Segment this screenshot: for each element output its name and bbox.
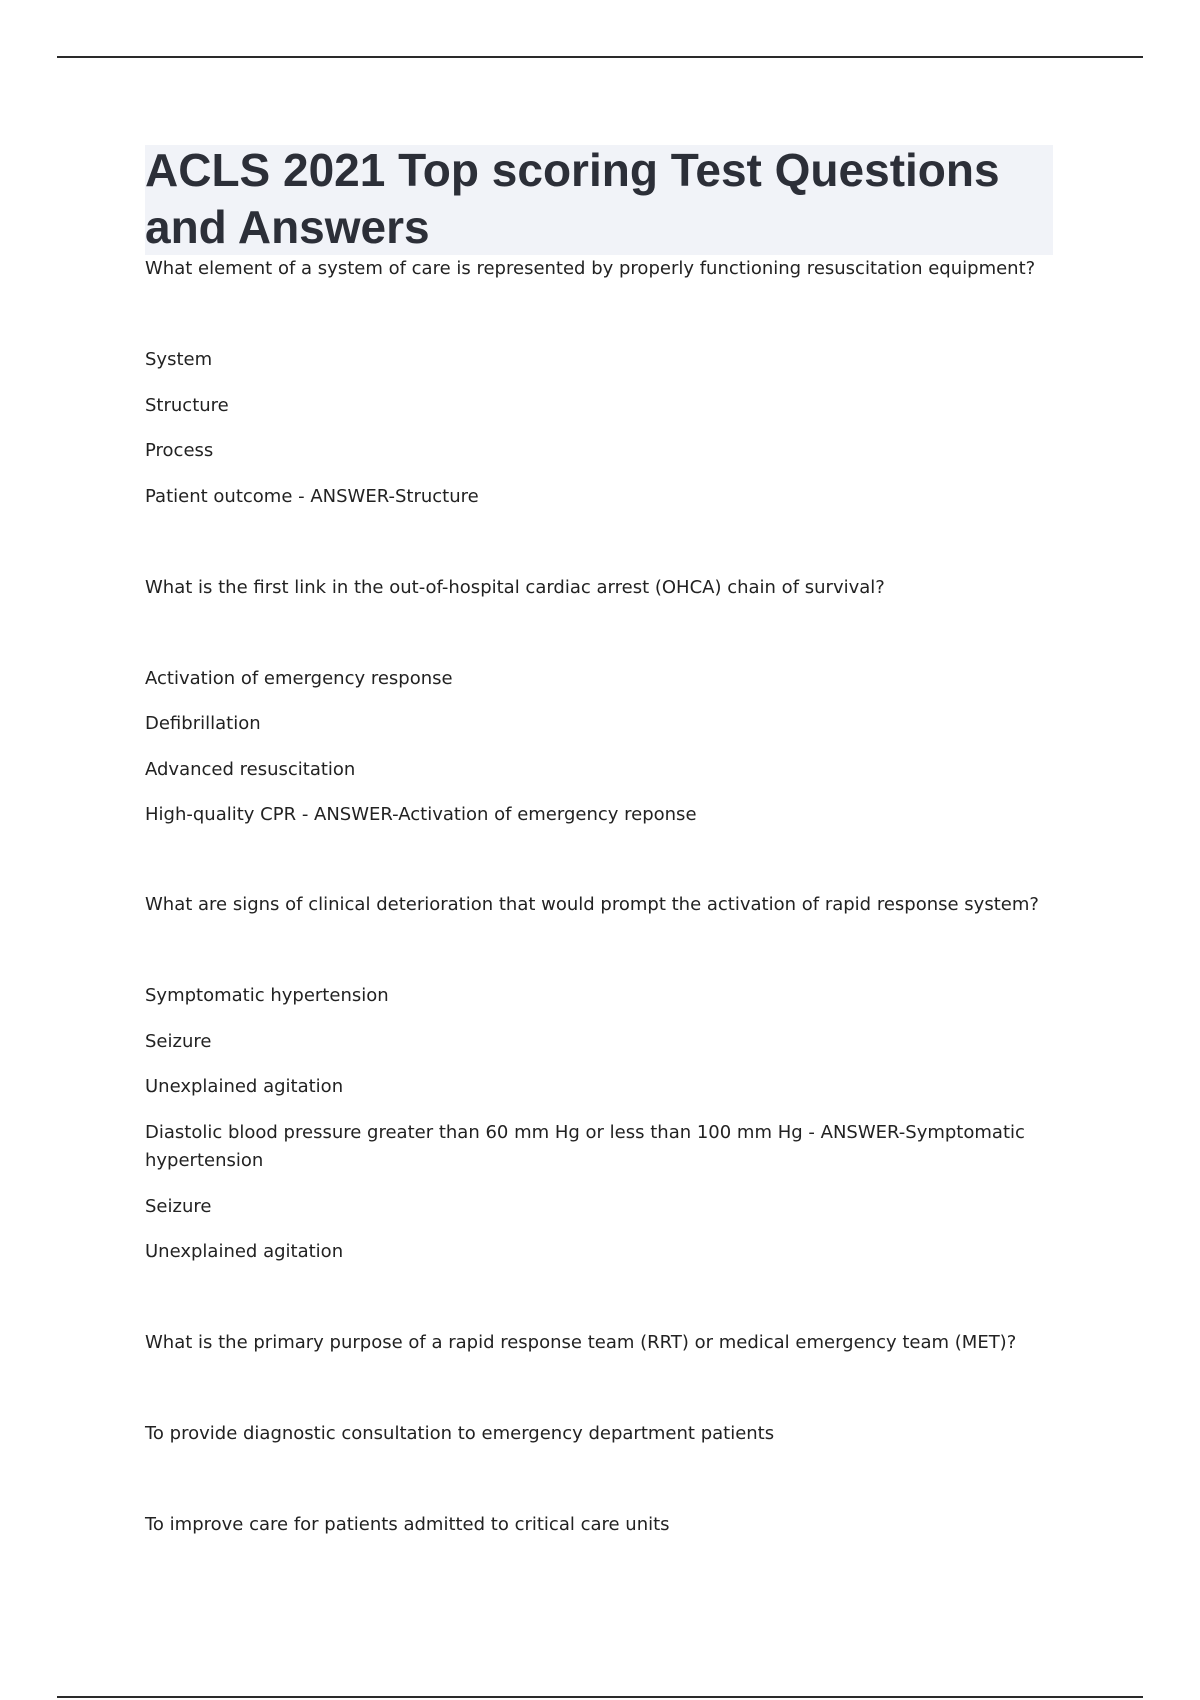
q1-option-3: Process [145, 440, 214, 461]
q3-option-5: Seizure [145, 1196, 212, 1217]
q3-option-3: Unexplained agitation [145, 1076, 344, 1097]
q3-option-6: Unexplained agitation [145, 1241, 344, 1262]
question-1: What element of a system of care is represented by properly functioning resuscitation equipment? [145, 258, 1036, 279]
q1-option-4-answer: Patient outcome - ANSWER-Structure [145, 486, 479, 507]
q2-option-1: Activation of emergency response [145, 668, 453, 689]
question-3: What are signs of clinical deterioration that would prompt the activation of rapid response system? [145, 894, 1039, 915]
question-2: What is the first link in the out-of-hospital cardiac arrest (OHCA) chain of survival? [145, 577, 885, 598]
question-4: What is the primary purpose of a rapid response team (RRT) or medical emergency team (MET)? [145, 1332, 1017, 1353]
q4-option-1: To provide diagnostic consultation to emergency department patients [145, 1423, 775, 1444]
document-title: ACLS 2021 Top scoring Test Questions and Answers [145, 144, 1000, 253]
q2-option-4-answer: High-quality CPR - ANSWER-Activation of emergency reponse [145, 804, 697, 825]
q4-option-2: To improve care for patients admitted to critical care units [145, 1514, 670, 1535]
q2-option-3: Advanced resuscitation [145, 759, 356, 780]
q1-option-2: Structure [145, 395, 229, 416]
q3-option-4-answer: Diastolic blood pressure greater than 60 mm Hg or less than 100 mm Hg - ANSWER-Symptomatic hypertension [145, 1122, 1025, 1171]
q3-option-1: Symptomatic hypertension [145, 985, 389, 1006]
top-rule [57, 56, 1143, 58]
q3-option-2: Seizure [145, 1031, 212, 1052]
q2-option-2: Defibrillation [145, 713, 261, 734]
bottom-rule [57, 1696, 1143, 1698]
q1-option-1: System [145, 349, 213, 370]
